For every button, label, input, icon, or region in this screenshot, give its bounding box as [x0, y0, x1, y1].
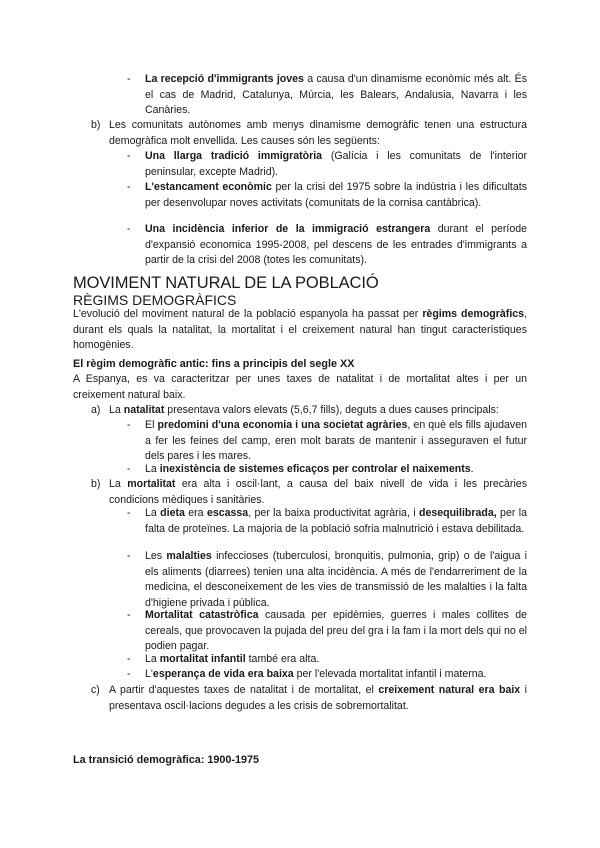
bullet-dash: - [127, 609, 131, 621]
list-item-strong: Una llarga tradició immigratòria [145, 150, 323, 162]
list-item-tradicio [145, 149, 527, 180]
list-item-strong: La recepció d'immigrants joves [145, 73, 304, 85]
list-item-text: La [145, 653, 160, 665]
list-item-text: a causa d'un dinamisme econòmic més alt. És el cas de Madrid, Catalunya, Múrcia, les Balears, Andalusia, Navarra i les Canàries. [145, 73, 527, 117]
list-item-text: per la crisi del 1975 sobre la indústria i les dificultats per desenvolupar noves activitats (comunitats de la cornisa cantàbrica). [145, 181, 528, 209]
bullet-dash: - [127, 150, 131, 162]
bullet-dash: - [127, 550, 131, 562]
bullet-dash: - [127, 463, 131, 475]
list-item-text: era alta i oscil·lant, a causa del baix nivell de vida i les precàries condicions mèdiques i sanitàries. [109, 478, 527, 506]
list-item-strong: malalties [166, 550, 212, 562]
list-item-strong: natalitat [123, 404, 165, 416]
list-letter-c: c) [91, 684, 100, 696]
section-subtitle: RÈGIMS DEMOGRÀFICS [73, 292, 237, 308]
list-item-text: per la falta de proteïnes. La majoria de la població sofria malnutrició i estava debilitada. [145, 507, 527, 535]
list-item-text: , en què els fills ajudaven a fer les feines del camp, eren molt barats de mantenir i asseguraven el futur dels pares i les mares. [145, 419, 527, 463]
list-item-strong: desequilibrada, [418, 507, 497, 519]
list-item-estancament [145, 180, 527, 211]
list-item-strong: mortalitat infantil [159, 653, 246, 665]
bullet-dash: - [127, 73, 131, 85]
list-item-text: també era alta. [245, 653, 320, 665]
list-item-strong: esperança de vida era baixa [152, 668, 294, 680]
antic-intro: A Espanya, es va caracteritzar per unes taxes de natalitat i de mortalitat altes i per un creixement natural baix. [73, 373, 527, 401]
list-item-mortalitat [109, 477, 527, 508]
subsection-heading-transicio: La transició demogràfica: 1900-1975 [73, 754, 260, 766]
section-intro [73, 307, 527, 354]
list-item-text: per l'elevada mortalitat infantil i materna. [293, 668, 487, 680]
list-item-creixement [109, 683, 527, 714]
list-item-esperanca [145, 667, 527, 683]
list-item-natalitat [109, 403, 527, 419]
list-item-strong: mortalitat [127, 478, 176, 490]
list-item-catastrofica [145, 608, 527, 655]
intro-strong: règims demogràfics [422, 308, 525, 320]
list-item-infantil [145, 652, 527, 668]
list-item-strong: Mortalitat catastròfica [145, 609, 259, 621]
list-letter-a: a) [91, 404, 101, 416]
bullet-dash: - [127, 223, 131, 235]
list-item-text: (Galícia i les comunitats de l'interior peninsular, excepte Madrid). [145, 150, 527, 178]
list-item-text: Les [145, 550, 167, 562]
list-letter-b: b) [91, 478, 101, 490]
section-title: MOVIMENT NATURAL DE LA POBLACIÓ [73, 274, 379, 292]
list-item-text: La [145, 463, 160, 475]
list-letter-b: b) [91, 119, 101, 131]
list-item-strong: creixement natural era baix [378, 684, 521, 696]
list-item-strong: inexistència de sistemes eficaços per controlar el naixements [159, 463, 471, 475]
bullet-dash: - [127, 668, 131, 680]
list-item-text: . [470, 463, 474, 475]
intro-text: L'evolució del moviment natural de la població espanyola ha passat per [73, 308, 423, 320]
list-item-dieta [145, 506, 527, 537]
bullet-dash: - [127, 419, 131, 431]
list-item-text: La [109, 478, 128, 490]
list-item-text: era [184, 507, 207, 519]
list-item-text: i presentava oscil·lacions degudes a les crisis de sobremortalitat. [109, 684, 527, 712]
list-item-predomini [145, 418, 527, 465]
bullet-dash: - [127, 507, 131, 519]
bullet-dash: - [127, 653, 131, 665]
subsection-heading-antic: El règim demogràfic antic: fins a principis del segle XX [73, 358, 355, 370]
list-item-recepcio [145, 72, 527, 119]
list-item-text: El [145, 419, 158, 431]
list-item-text: La [109, 404, 124, 416]
list-item-strong: dieta [160, 507, 185, 519]
list-item-strong: L'estancament econòmic [145, 181, 272, 193]
list-item-text: infeccioses (tuberculosi, bronquitis, pulmonia, grip) o de l'aigua i els aliments (diarrees) tenien una alta incidència. A més de l'endarreriment de la medicina, el desconeixement de les vies de transmissió de les malalties i la falta d'higiene privada i pública. [145, 550, 527, 609]
list-item-text: causada per epidèmies, guerres i males collites de cereals, que provocaven la pujada del preu del gra i la fam i la mort dels qui no el podien pagar. [145, 609, 527, 653]
list-item-text: L' [145, 668, 153, 680]
list-item-text: , per la baixa productivitat agrària, i [248, 507, 419, 519]
list-item-malalties [145, 549, 527, 611]
list-item-text: presentava valors elevats (5,6,7 fills), deguts a dues causes principals: [164, 404, 499, 416]
list-item-b: Les comunitats autònomes amb menys dinamisme demogràfic tenen una estructura demogràfica molt envellida. Les causes són les següents: [109, 119, 527, 147]
list-item-incidencia [145, 222, 527, 269]
list-item-inexistencia [145, 462, 527, 478]
list-item-text: A partir d'aquestes taxes de natalitat i de mortalitat, el [109, 684, 379, 696]
bullet-dash: - [127, 181, 131, 193]
list-item-strong: escassa [206, 507, 249, 519]
list-item-text: La [145, 507, 161, 519]
list-item-strong: predomini d'una economia i una societat agràries [157, 419, 408, 431]
list-item-strong: Una incidència inferior de la immigració estrangera [145, 223, 431, 235]
intro-text: , durant els quals la natalitat, la mortalitat i el creixement natural han tingut característiques homogènies. [73, 308, 527, 352]
list-item-text: durant el període d'expansió economica 1995-2008, pel descens de les entrades d'immigrants a partir de la crisi del 2008 (totes les comunitats). [145, 223, 528, 267]
